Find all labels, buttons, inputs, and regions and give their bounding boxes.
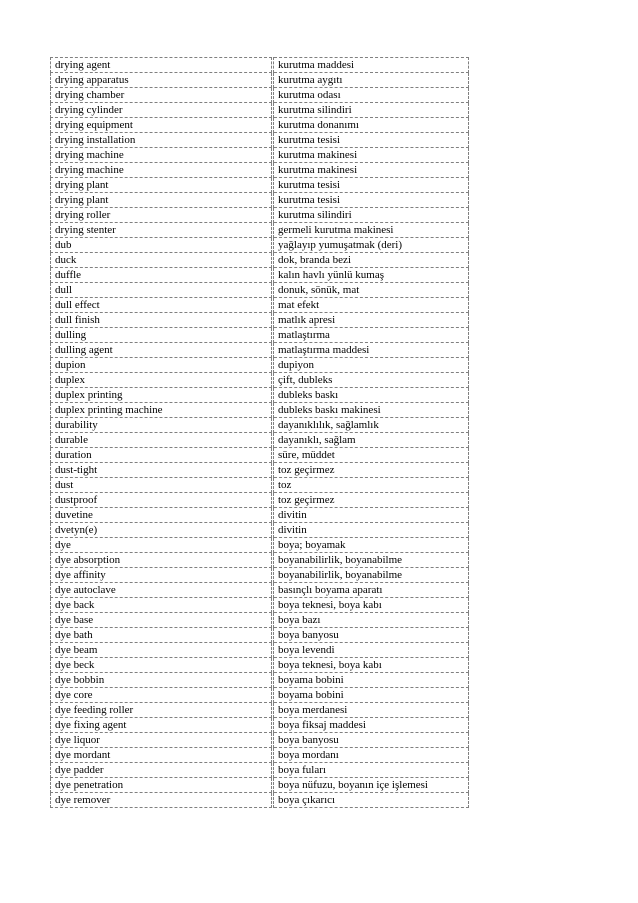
turkish-translation: boya fuları: [274, 763, 469, 778]
glossary-row: [51, 568, 469, 583]
english-term: drying installation: [51, 133, 272, 148]
turkish-translation: boya teknesi, boya kabı: [274, 598, 469, 613]
glossary-row: [51, 508, 469, 523]
glossary-row: [51, 718, 469, 733]
english-term: dull effect: [51, 298, 272, 313]
english-term: drying agent: [51, 58, 272, 73]
turkish-translation: mat efekt: [274, 298, 469, 313]
glossary-row: [51, 418, 469, 433]
glossary-row: [51, 148, 469, 163]
english-term: dye liquor: [51, 733, 272, 748]
english-term: dye core: [51, 688, 272, 703]
english-term: duplex printing: [51, 388, 272, 403]
english-term: dupion: [51, 358, 272, 373]
english-term: drying equipment: [51, 118, 272, 133]
english-term: drying plant: [51, 178, 272, 193]
english-term: dye absorption: [51, 553, 272, 568]
turkish-translation: boya bazı: [274, 613, 469, 628]
glossary-row: [51, 178, 469, 193]
turkish-translation: toz geçirmez: [274, 493, 469, 508]
glossary-row: [51, 388, 469, 403]
turkish-translation: kurutma maddesi: [274, 58, 469, 73]
english-term: dye affinity: [51, 568, 272, 583]
glossary-row: [51, 328, 469, 343]
glossary-row: [51, 433, 469, 448]
turkish-translation: boyama bobini: [274, 673, 469, 688]
english-term: drying plant: [51, 193, 272, 208]
english-term: dulling: [51, 328, 272, 343]
glossary-row: [51, 733, 469, 748]
english-term: drying roller: [51, 208, 272, 223]
english-term: drying machine: [51, 148, 272, 163]
turkish-translation: divitin: [274, 523, 469, 538]
english-term: dye bobbin: [51, 673, 272, 688]
turkish-translation: dayanıklılık, sağlamlık: [274, 418, 469, 433]
english-term: dust: [51, 478, 272, 493]
turkish-translation: dayanıklı, sağlam: [274, 433, 469, 448]
turkish-translation: yağlayıp yumuşatmak (deri): [274, 238, 469, 253]
glossary-row: [51, 283, 469, 298]
turkish-translation: kurutma odası: [274, 88, 469, 103]
english-term: dull finish: [51, 313, 272, 328]
glossary-row: [51, 448, 469, 463]
glossary-row: [51, 253, 469, 268]
glossary-row: [51, 343, 469, 358]
turkish-translation: kurutma donanımı: [274, 118, 469, 133]
turkish-translation: dok, branda bezi: [274, 253, 469, 268]
english-term: dulling agent: [51, 343, 272, 358]
english-term: duplex printing machine: [51, 403, 272, 418]
turkish-translation: boya merdanesi: [274, 703, 469, 718]
glossary-table: [50, 57, 469, 808]
turkish-translation: dupiyon: [274, 358, 469, 373]
glossary-row: [51, 463, 469, 478]
turkish-translation: kurutma aygıtı: [274, 73, 469, 88]
turkish-translation: kurutma silindiri: [274, 208, 469, 223]
turkish-translation: kalın havlı yünlü kumaş: [274, 268, 469, 283]
glossary-row: [51, 553, 469, 568]
glossary-row: [51, 478, 469, 493]
glossary-row: [51, 793, 469, 808]
english-term: dye fixing agent: [51, 718, 272, 733]
english-term: durable: [51, 433, 272, 448]
glossary-row: [51, 778, 469, 793]
turkish-translation: çift, dubleks: [274, 373, 469, 388]
glossary-row: [51, 103, 469, 118]
turkish-translation: boya nüfuzu, boyanın içe işlemesi: [274, 778, 469, 793]
glossary-row: [51, 403, 469, 418]
glossary-row: [51, 118, 469, 133]
english-term: durability: [51, 418, 272, 433]
glossary-row: [51, 583, 469, 598]
turkish-translation: matlaştırma: [274, 328, 469, 343]
turkish-translation: boyama bobini: [274, 688, 469, 703]
turkish-translation: boyanabilirlik, boyanabilme: [274, 553, 469, 568]
turkish-translation: toz geçirmez: [274, 463, 469, 478]
glossary-row: [51, 658, 469, 673]
english-term: duration: [51, 448, 272, 463]
turkish-translation: kurutma tesisi: [274, 178, 469, 193]
glossary-row: [51, 628, 469, 643]
turkish-translation: süre, müddet: [274, 448, 469, 463]
english-term: dye base: [51, 613, 272, 628]
turkish-translation: matlık apresi: [274, 313, 469, 328]
english-term: dye penetration: [51, 778, 272, 793]
glossary-row: [51, 73, 469, 88]
english-term: drying chamber: [51, 88, 272, 103]
turkish-translation: dubleks baskı: [274, 388, 469, 403]
english-term: duck: [51, 253, 272, 268]
english-term: duvetine: [51, 508, 272, 523]
turkish-translation: kurutma makinesi: [274, 163, 469, 178]
glossary-row: [51, 688, 469, 703]
english-term: dye beam: [51, 643, 272, 658]
glossary-row: [51, 598, 469, 613]
turkish-translation: divitin: [274, 508, 469, 523]
turkish-translation: germeli kurutma makinesi: [274, 223, 469, 238]
glossary-row: [51, 373, 469, 388]
english-term: dye mordant: [51, 748, 272, 763]
english-term: dye bath: [51, 628, 272, 643]
english-term: dye feeding roller: [51, 703, 272, 718]
glossary-row: [51, 208, 469, 223]
glossary-row: [51, 703, 469, 718]
english-term: dye autoclave: [51, 583, 272, 598]
english-term: drying stenter: [51, 223, 272, 238]
turkish-translation: boya mordanı: [274, 748, 469, 763]
english-term: dye padder: [51, 763, 272, 778]
english-term: dye beck: [51, 658, 272, 673]
turkish-translation: boya çıkarıcı: [274, 793, 469, 808]
turkish-translation: boya banyosu: [274, 733, 469, 748]
english-term: dull: [51, 283, 272, 298]
glossary-row: [51, 193, 469, 208]
glossary-row: [51, 88, 469, 103]
turkish-translation: boya; boyamak: [274, 538, 469, 553]
english-term: duplex: [51, 373, 272, 388]
turkish-translation: kurutma makinesi: [274, 148, 469, 163]
glossary-row: [51, 58, 469, 73]
turkish-translation: boya teknesi, boya kabı: [274, 658, 469, 673]
english-term: dustproof: [51, 493, 272, 508]
turkish-translation: donuk, sönük, mat: [274, 283, 469, 298]
english-term: drying cylinder: [51, 103, 272, 118]
glossary-row: [51, 238, 469, 253]
glossary-row: [51, 133, 469, 148]
turkish-translation: dubleks baskı makinesi: [274, 403, 469, 418]
english-term: drying machine: [51, 163, 272, 178]
glossary-row: [51, 163, 469, 178]
glossary-row: [51, 538, 469, 553]
english-term: dust-tight: [51, 463, 272, 478]
turkish-translation: kurutma silindiri: [274, 103, 469, 118]
glossary-body: [51, 58, 469, 808]
english-term: drying apparatus: [51, 73, 272, 88]
glossary-row: [51, 643, 469, 658]
turkish-translation: boya banyosu: [274, 628, 469, 643]
english-term: dvetyn(e): [51, 523, 272, 538]
glossary-row: [51, 493, 469, 508]
turkish-translation: boya fiksaj maddesi: [274, 718, 469, 733]
glossary-row: [51, 763, 469, 778]
glossary-row: [51, 358, 469, 373]
turkish-translation: boya levendi: [274, 643, 469, 658]
turkish-translation: kurutma tesisi: [274, 133, 469, 148]
glossary-row: [51, 298, 469, 313]
english-term: dub: [51, 238, 272, 253]
glossary-row: [51, 673, 469, 688]
glossary-row: [51, 268, 469, 283]
turkish-translation: basınçlı boyama aparatı: [274, 583, 469, 598]
turkish-translation: boyanabilirlik, boyanabilme: [274, 568, 469, 583]
glossary-row: [51, 313, 469, 328]
turkish-translation: toz: [274, 478, 469, 493]
turkish-translation: matlaştırma maddesi: [274, 343, 469, 358]
glossary-row: [51, 223, 469, 238]
english-term: dye: [51, 538, 272, 553]
english-term: dye back: [51, 598, 272, 613]
english-term: duffle: [51, 268, 272, 283]
glossary-row: [51, 523, 469, 538]
english-term: dye remover: [51, 793, 272, 808]
glossary-row: [51, 748, 469, 763]
turkish-translation: kurutma tesisi: [274, 193, 469, 208]
glossary-row: [51, 613, 469, 628]
